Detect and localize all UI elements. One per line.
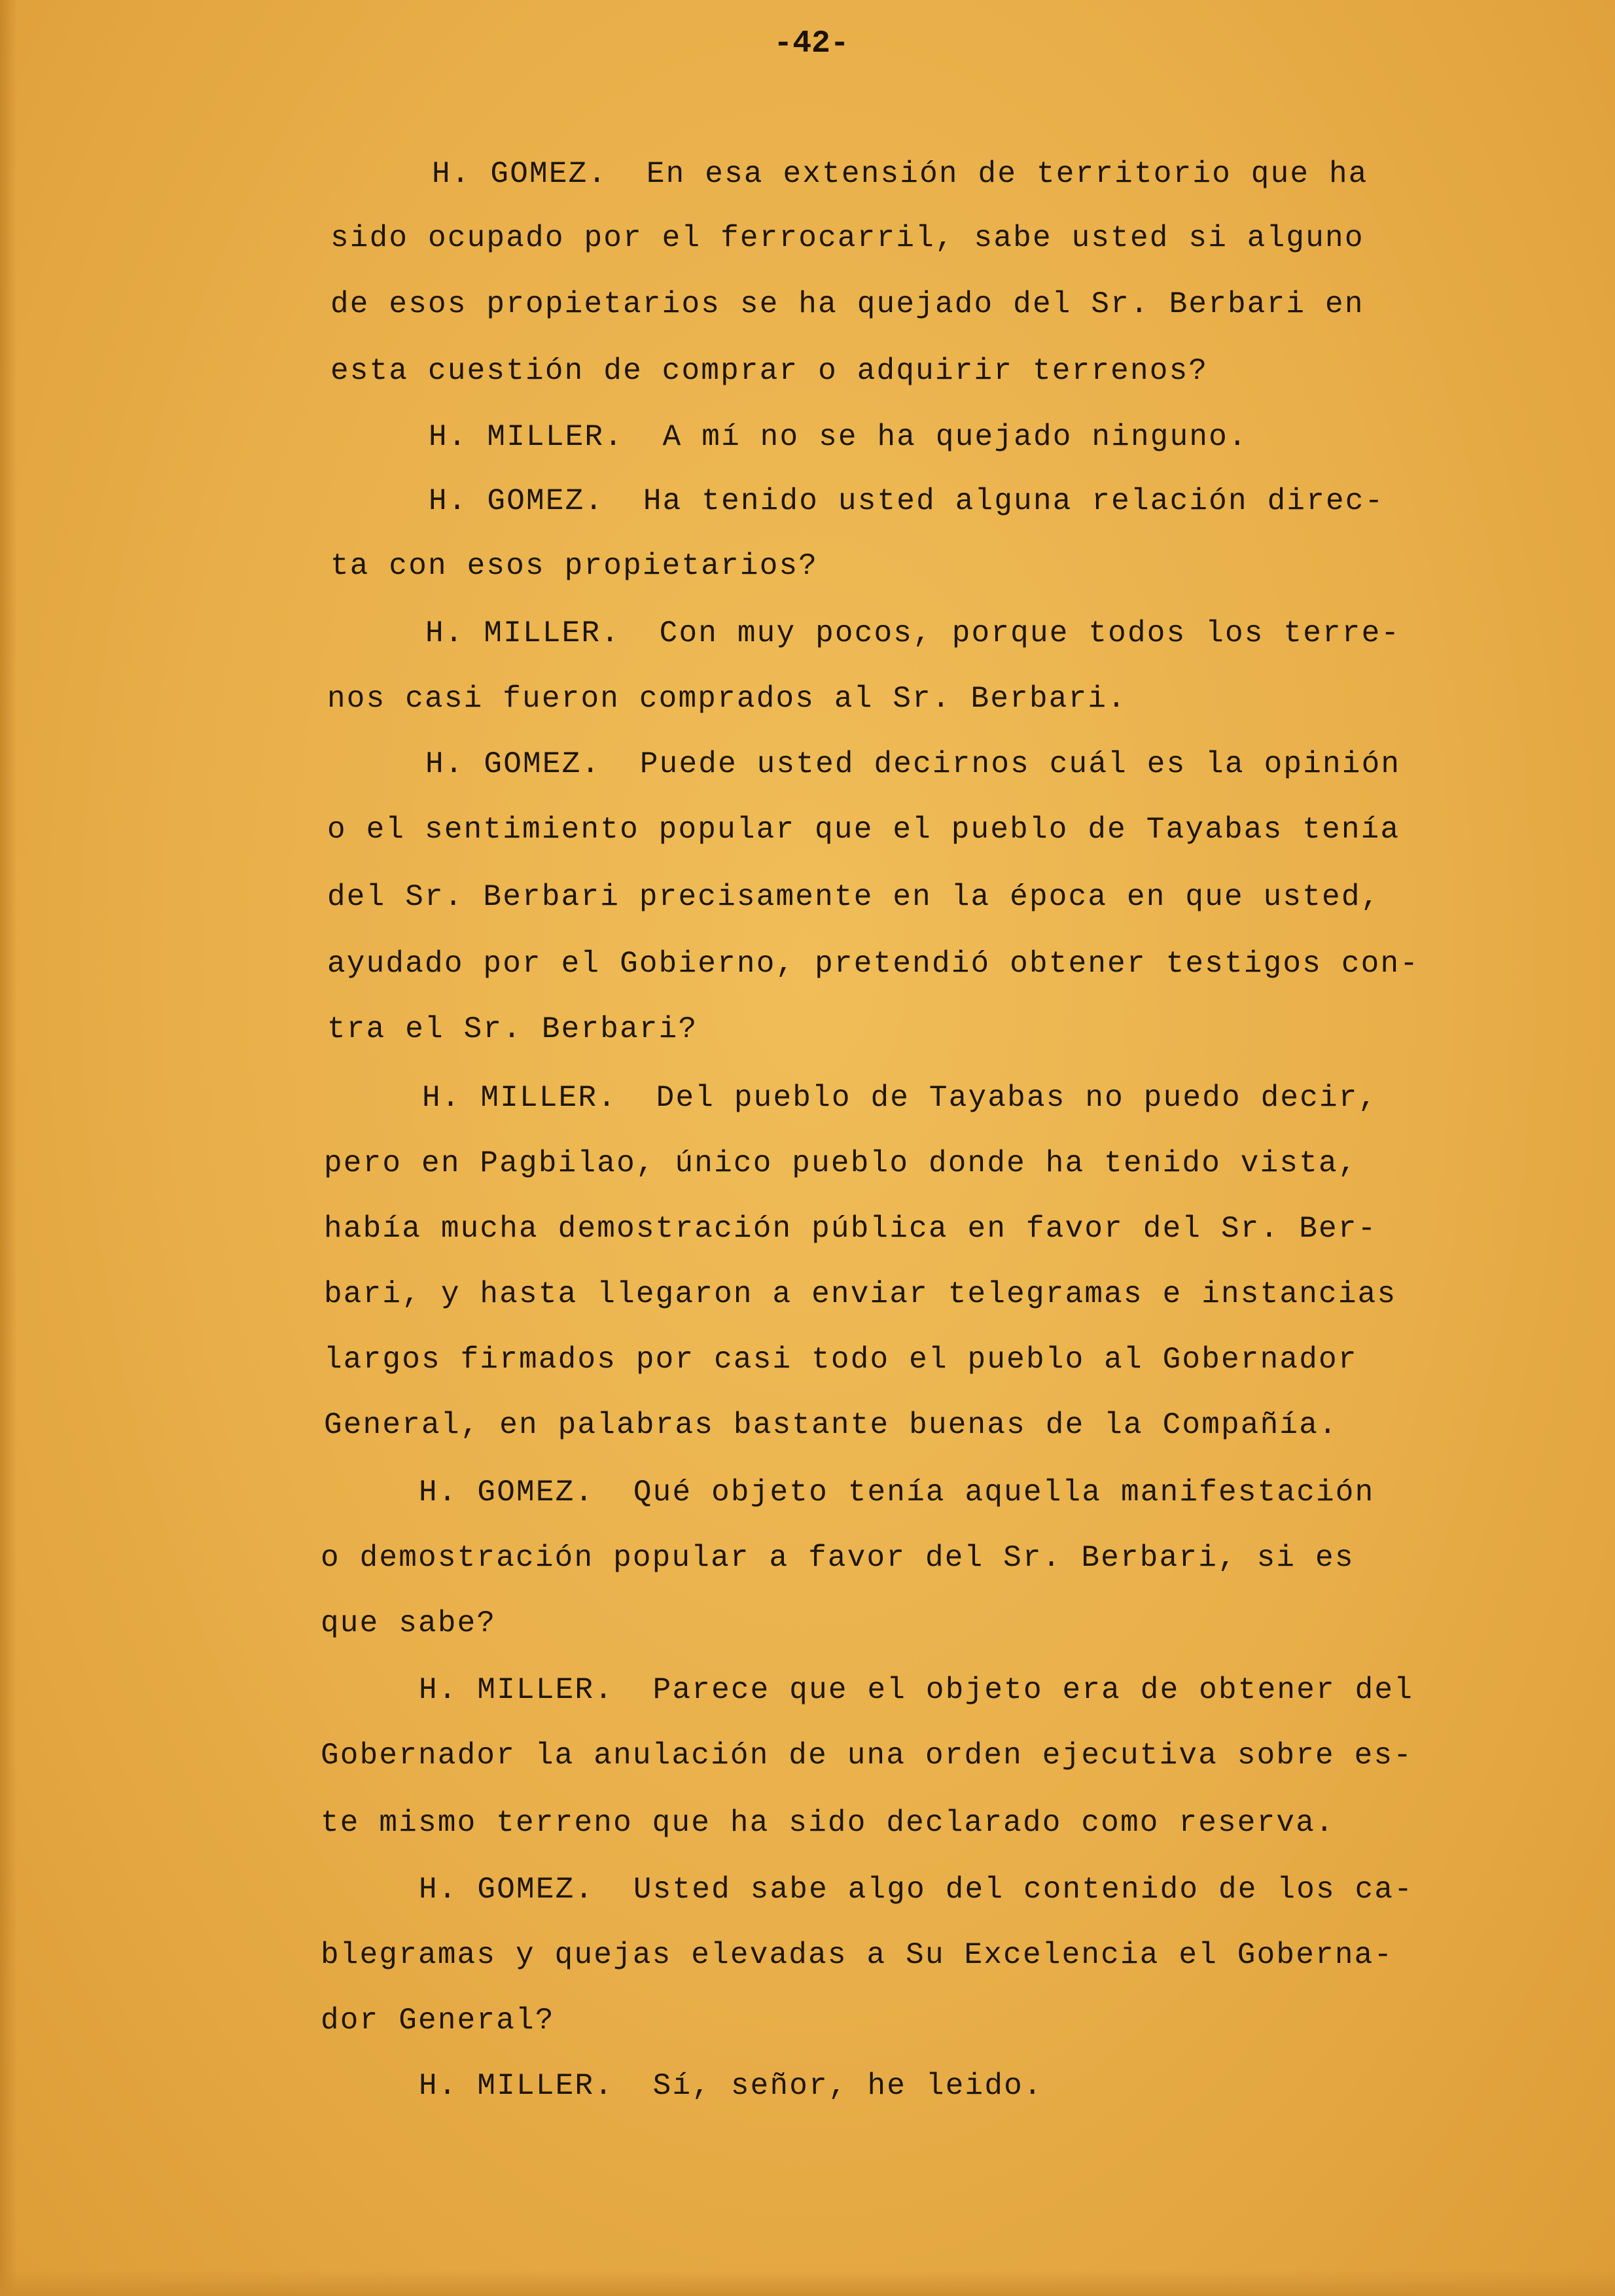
- transcript-line: de esos propietarios se ha quejado del Sr. Berbari en: [330, 287, 1364, 321]
- transcript-line: H. GOMEZ. Ha tenido usted alguna relación direc-: [429, 484, 1385, 518]
- transcript-line: había mucha demostración pública en favor del Sr. Ber-: [324, 1212, 1377, 1246]
- transcript-line: largos firmados por casi todo el pueblo al Gobernador: [324, 1343, 1358, 1377]
- transcript-line: H. GOMEZ. En esa extensión de territorio que ha: [432, 157, 1368, 191]
- page-number: -42-: [773, 26, 849, 62]
- transcript-line: Gobernador la anulación de una orden ejecutiva sobre es-: [321, 1739, 1413, 1773]
- transcript-line: dor General?: [321, 2004, 555, 2038]
- transcript-line: te mismo terreno que ha sido declarado como reserva.: [321, 1806, 1335, 1840]
- transcript-line: H. GOMEZ. Puede usted decirnos cuál es la opinión: [425, 747, 1401, 781]
- transcript-line: o el sentimiento popular que el pueblo de Tayabas tenía: [327, 813, 1400, 847]
- transcript-line: H. MILLER. Sí, señor, he leido.: [419, 2069, 1043, 2103]
- transcript-line: o demostración popular a favor del Sr. Berbari, si es: [321, 1541, 1355, 1575]
- transcript-line: esta cuestión de comprar o adquirir terrenos?: [330, 354, 1209, 388]
- transcript-line: H. MILLER. Del pueblo de Tayabas no puedo decir,: [422, 1081, 1378, 1115]
- transcript-line: ta con esos propietarios?: [330, 549, 819, 583]
- transcript-line: nos casi fueron comprados al Sr. Berbari.: [327, 682, 1127, 716]
- transcript-line: H. GOMEZ. Qué objeto tenía aquella manifestación: [419, 1475, 1375, 1510]
- transcript-line: pero en Pagbilao, único pueblo donde ha tenido vista,: [324, 1146, 1358, 1180]
- transcript-line: tra el Sr. Berbari?: [327, 1012, 698, 1046]
- transcript-line: H. GOMEZ. Usted sabe algo del contenido de los ca-: [419, 1873, 1414, 1907]
- transcript-line: bari, y hasta llegaron a enviar telegramas e instancias: [324, 1277, 1397, 1311]
- transcript-line: sido ocupado por el ferrocarril, sabe usted si alguno: [330, 221, 1364, 255]
- transcript-line: que sabe?: [321, 1606, 497, 1640]
- transcript-line: ayudado por el Gobierno, pretendió obtener testigos con-: [327, 947, 1420, 981]
- transcript-line: General, en palabras bastante buenas de la Compañía.: [324, 1408, 1338, 1442]
- transcript-line: H. MILLER. Con muy pocos, porque todos los terre-: [425, 616, 1401, 650]
- transcript-line: H. MILLER. Parece que el objeto era de obtener del: [419, 1673, 1414, 1707]
- transcript-line: blegramas y quejas elevadas a Su Excelencia el Goberna-: [321, 1938, 1394, 1972]
- transcript-line: del Sr. Berbari precisamente en la época en que usted,: [327, 880, 1381, 914]
- transcript-line: H. MILLER. A mí no se ha quejado ninguno.: [429, 420, 1248, 454]
